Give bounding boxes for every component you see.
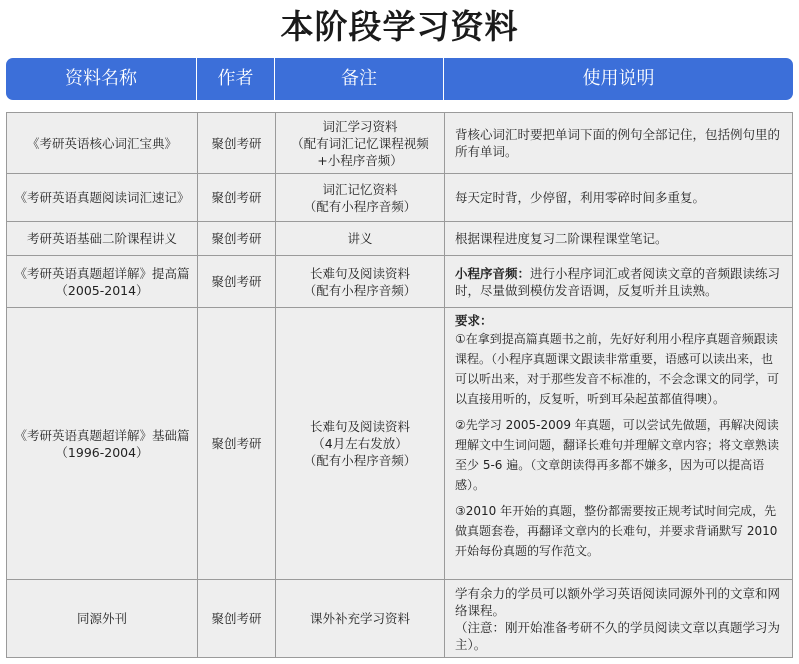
name-line: 《考研英语真题超详解》基础篇 [14,427,190,443]
material-note [276,256,445,307]
material-author: 聚创考研 [198,222,276,255]
table-row [7,173,792,221]
material-note [276,113,445,173]
usage-item: ①在拿到提高篇真题书之前，先好好利用小程序真题音频跟读课程。（小程序真题课文跟读非常重要，语感可以读出来，也可以听出来，对于那些发音不标准的，不会念课文的同学，可以直接用听的，反复听，听到耳朵起茧都值得噢）。 [455,332,780,406]
usage-label: 小程序音频： [455,265,531,281]
material-note: 讲义 [276,222,445,255]
header-material-name: 资料名称 [6,58,197,100]
usage-text: 学有余力的学员可以额外学习英语阅读同源外刊的文章和网络课程。 [455,585,781,618]
material-usage: 背核心词汇时要把单词下面的例句全部记住，包括例句里的所有单词。 [455,127,781,159]
table-row [7,579,792,657]
materials-table [6,112,793,658]
material-usage [445,308,792,579]
material-name: 《考研英语核心词汇宝典》 [7,113,198,173]
usage-heading: 要求： [455,313,493,328]
name-line: 《考研英语真题超详解》提高篇 [14,265,190,281]
material-note: 课外补充学习资料 [276,580,445,657]
header-note: 备注 [275,58,444,100]
page-title: 本阶段学习资料 [280,7,519,46]
table-row [7,113,792,173]
note-line: 长难句及阅读资料 [309,265,410,281]
material-author: 聚创考研 [198,174,276,221]
table-row [7,221,792,255]
material-name [7,308,198,579]
usage-item: ③2010 年开始的真题，整份都需要按正规考试时间完成，先做真题套卷，再翻译文章内的长难句，并要求背诵默写 2010 开始每份真题的写作范文。 [455,504,778,558]
material-name: 考研英语基础二阶课程讲义 [7,222,198,255]
usage-note: （注意：刚开始准备考研不久的学员阅读文章以真题学习为主）。 [455,619,781,652]
material-author: 聚创考研 [198,580,276,657]
material-usage [445,256,792,307]
note-line: （4月左右发放） [312,436,408,451]
material-author: 聚创考研 [198,256,276,307]
note-line: （配有词汇记忆课程视频 [291,135,429,151]
note-line: +小程序音频） [317,152,403,168]
note-line: （配有小程序音频） [303,198,417,214]
usage-text: 进行小程序词汇或者阅读文章的音频跟读练习时，尽量做到模仿发音语调，反复听并且读熟。 [455,265,781,298]
material-note [276,308,445,579]
note-line: 词汇记忆资料 [322,181,398,197]
note-line: 长难句及阅读资料 [309,419,410,434]
table-row [7,255,792,307]
usage-item: ②先学习 2005-2009 年真题，可以尝试先做题，再解决阅读理解文中生词问题，翻译长难句并理解文章内容；将文章熟读至少 5-6 遍。（文章朗读得再多都不嫌多，因为可以提高语感）。 [455,418,780,492]
material-usage: 根据课程进度复习二阶课程课堂笔记。 [455,231,668,246]
material-name: 同源外刊 [7,580,198,657]
material-name: 《考研英语真题阅读词汇速记》 [7,174,198,221]
header-usage: 使用说明 [582,68,655,89]
note-line: （配有小程序音频） [303,282,417,298]
table-header [6,58,793,100]
material-usage: 每天定时背，少停留，利用零碎时间多重复。 [455,190,706,205]
name-line: （2005-2014） [55,282,149,298]
material-note [276,174,445,221]
material-author: 聚创考研 [198,113,276,173]
note-line: 词汇学习资料 [322,118,398,134]
material-name [7,256,198,307]
note-line: （配有小程序音频） [303,453,417,468]
name-line: （1996-2004） [55,444,149,460]
material-author: 聚创考研 [198,308,276,579]
table-row [7,307,792,579]
header-author: 作者 [197,58,275,100]
material-usage [445,580,792,657]
